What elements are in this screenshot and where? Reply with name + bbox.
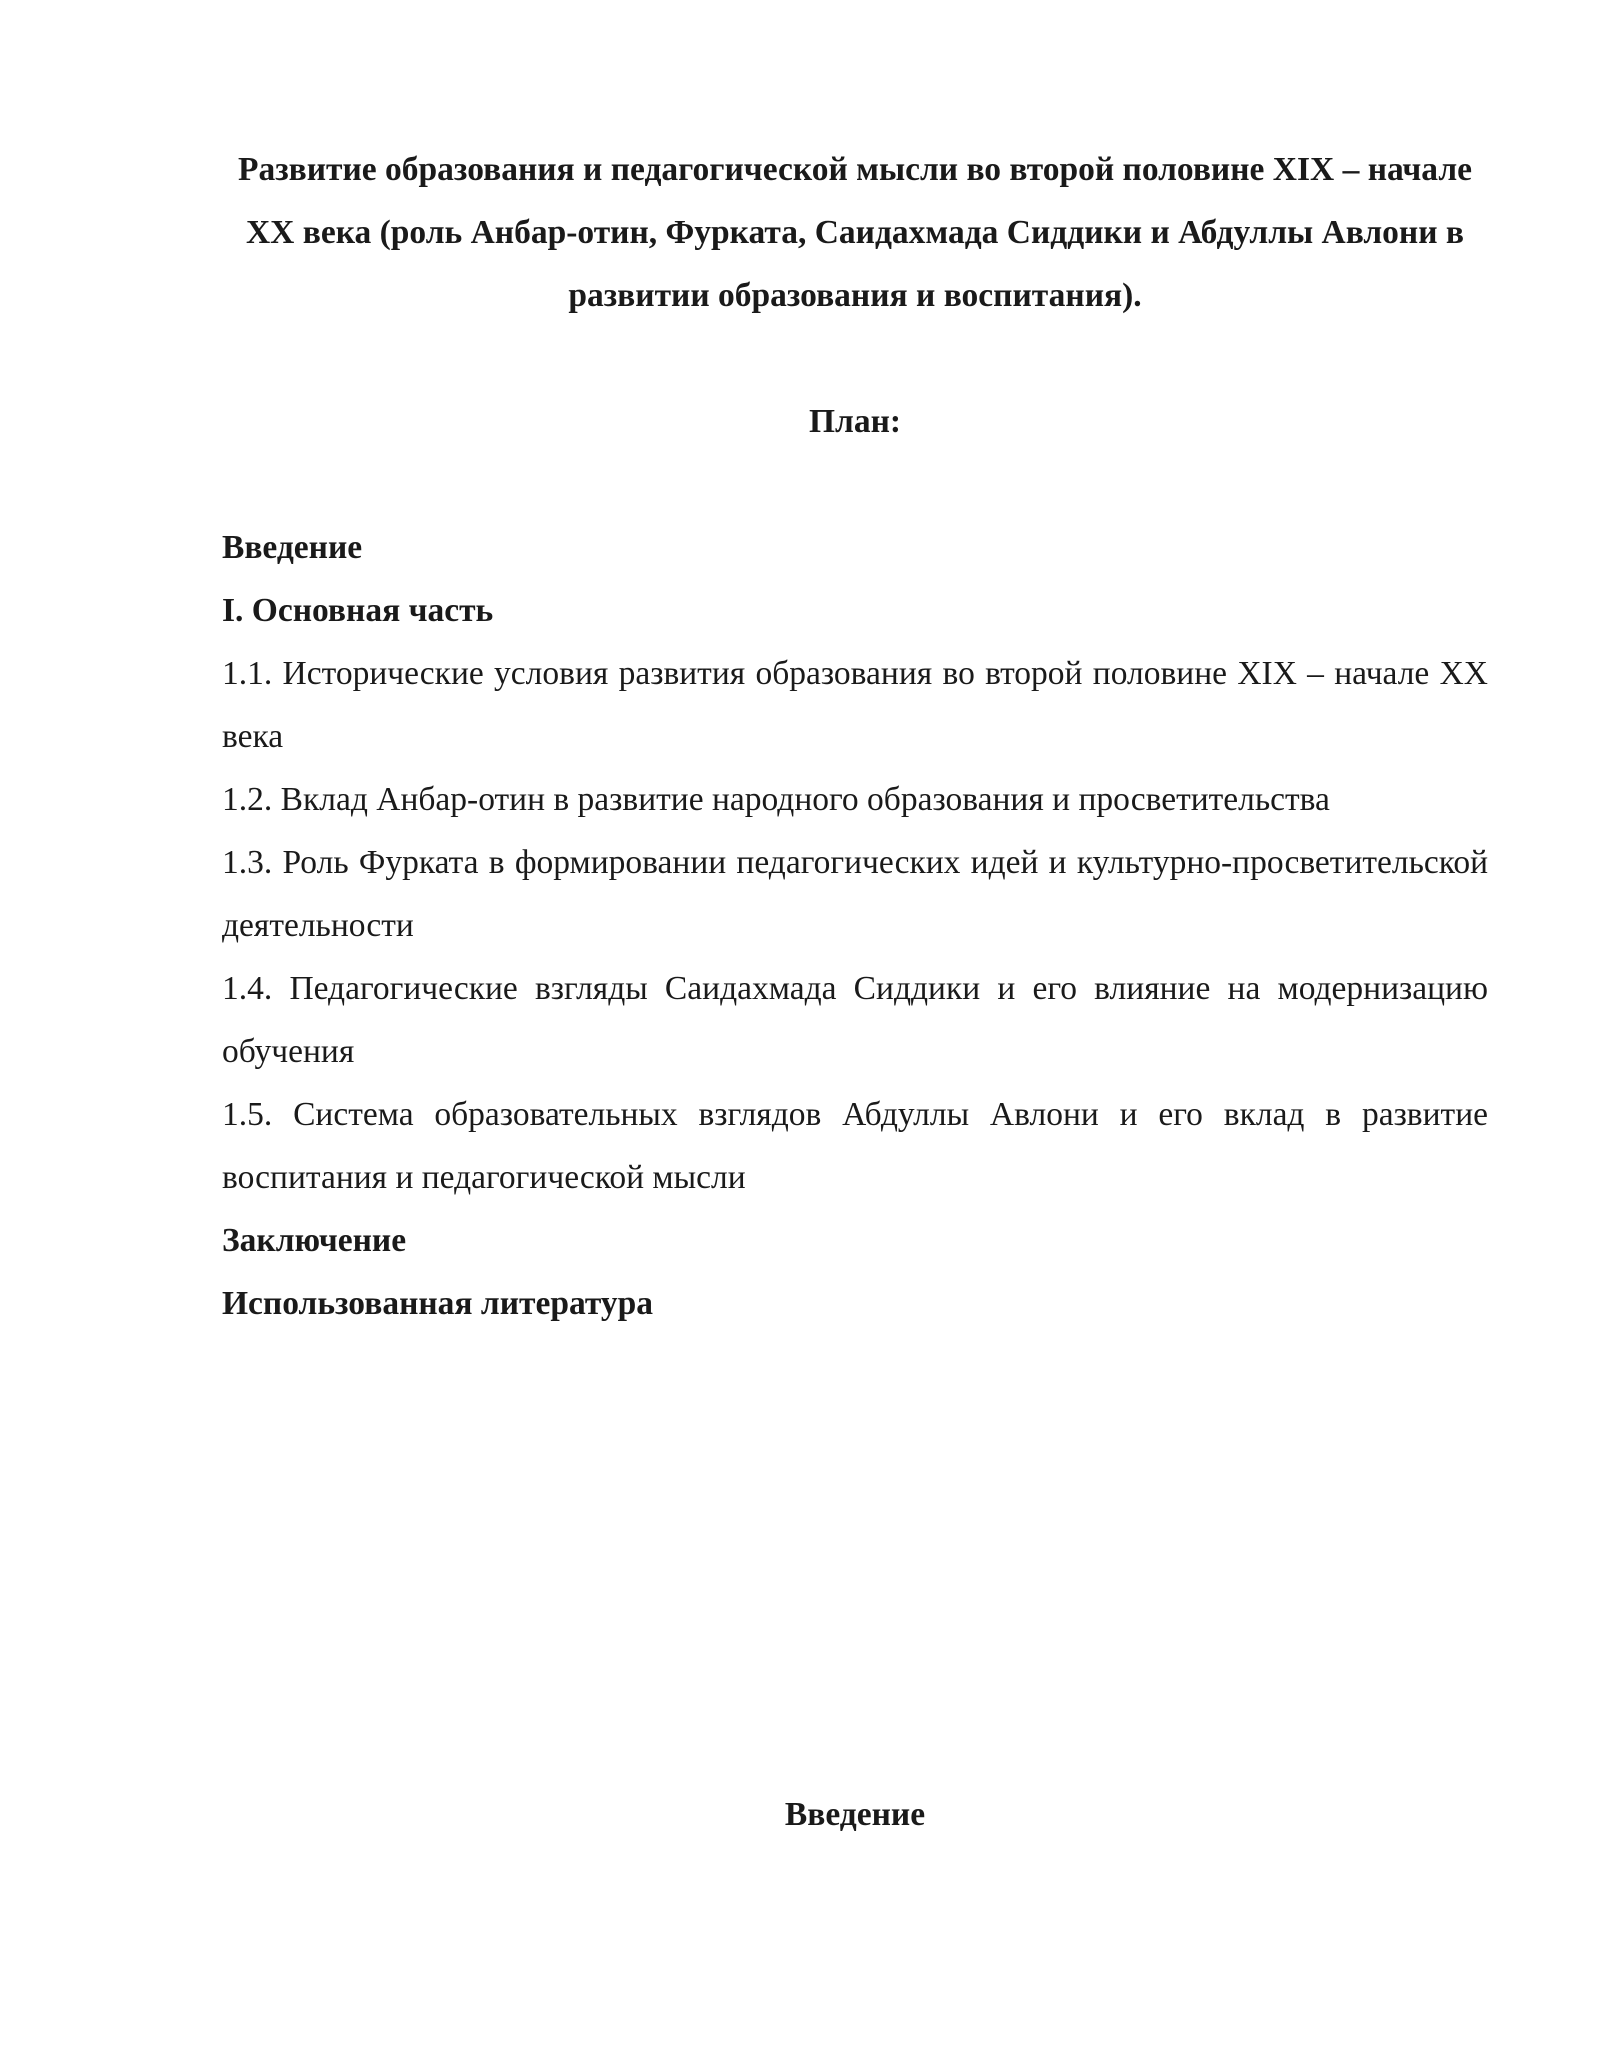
plan-item-references: Использованная литература <box>222 1285 654 1322</box>
plan-item-1-2: 1.2. Вклад Анбар-отин в развитие народного образования и просветительства <box>222 781 1330 818</box>
plan-item-introduction: Введение <box>222 529 363 566</box>
plan-item-conclusion: Заключение <box>222 1222 407 1259</box>
plan-item-1-4: 1.4. Педагогические взгляды Саидахмада Сиддики и его влияние на модернизацию обучения <box>222 970 1488 1070</box>
plan-item-1-3: 1.3. Роль Фурката в формировании педагогических идей и культурно-просветительской деятельности <box>222 844 1488 944</box>
plan-heading: План: <box>808 403 902 440</box>
plan-list <box>222 516 1488 1335</box>
plan-item-1-1: 1.1. Исторические условия развития образования во второй половине XIX – начале XX века <box>222 655 1488 755</box>
section-heading-introduction: Введение <box>784 1796 926 1833</box>
plan-item-main-part: I. Основная часть <box>222 592 494 629</box>
page-content <box>222 138 1488 1335</box>
document-title: Развитие образования и педагогической мысли во второй половине XIX – начале XX века (роль Анбар-отин, Фурката, Саидахмада Сиддики и Абдуллы Авлони в развитии образования и воспитания). <box>237 151 1473 314</box>
plan-item-1-5: 1.5. Система образовательных взглядов Абдуллы Авлони и его вклад в развитие воспитания и педагогической мысли <box>222 1096 1488 1196</box>
